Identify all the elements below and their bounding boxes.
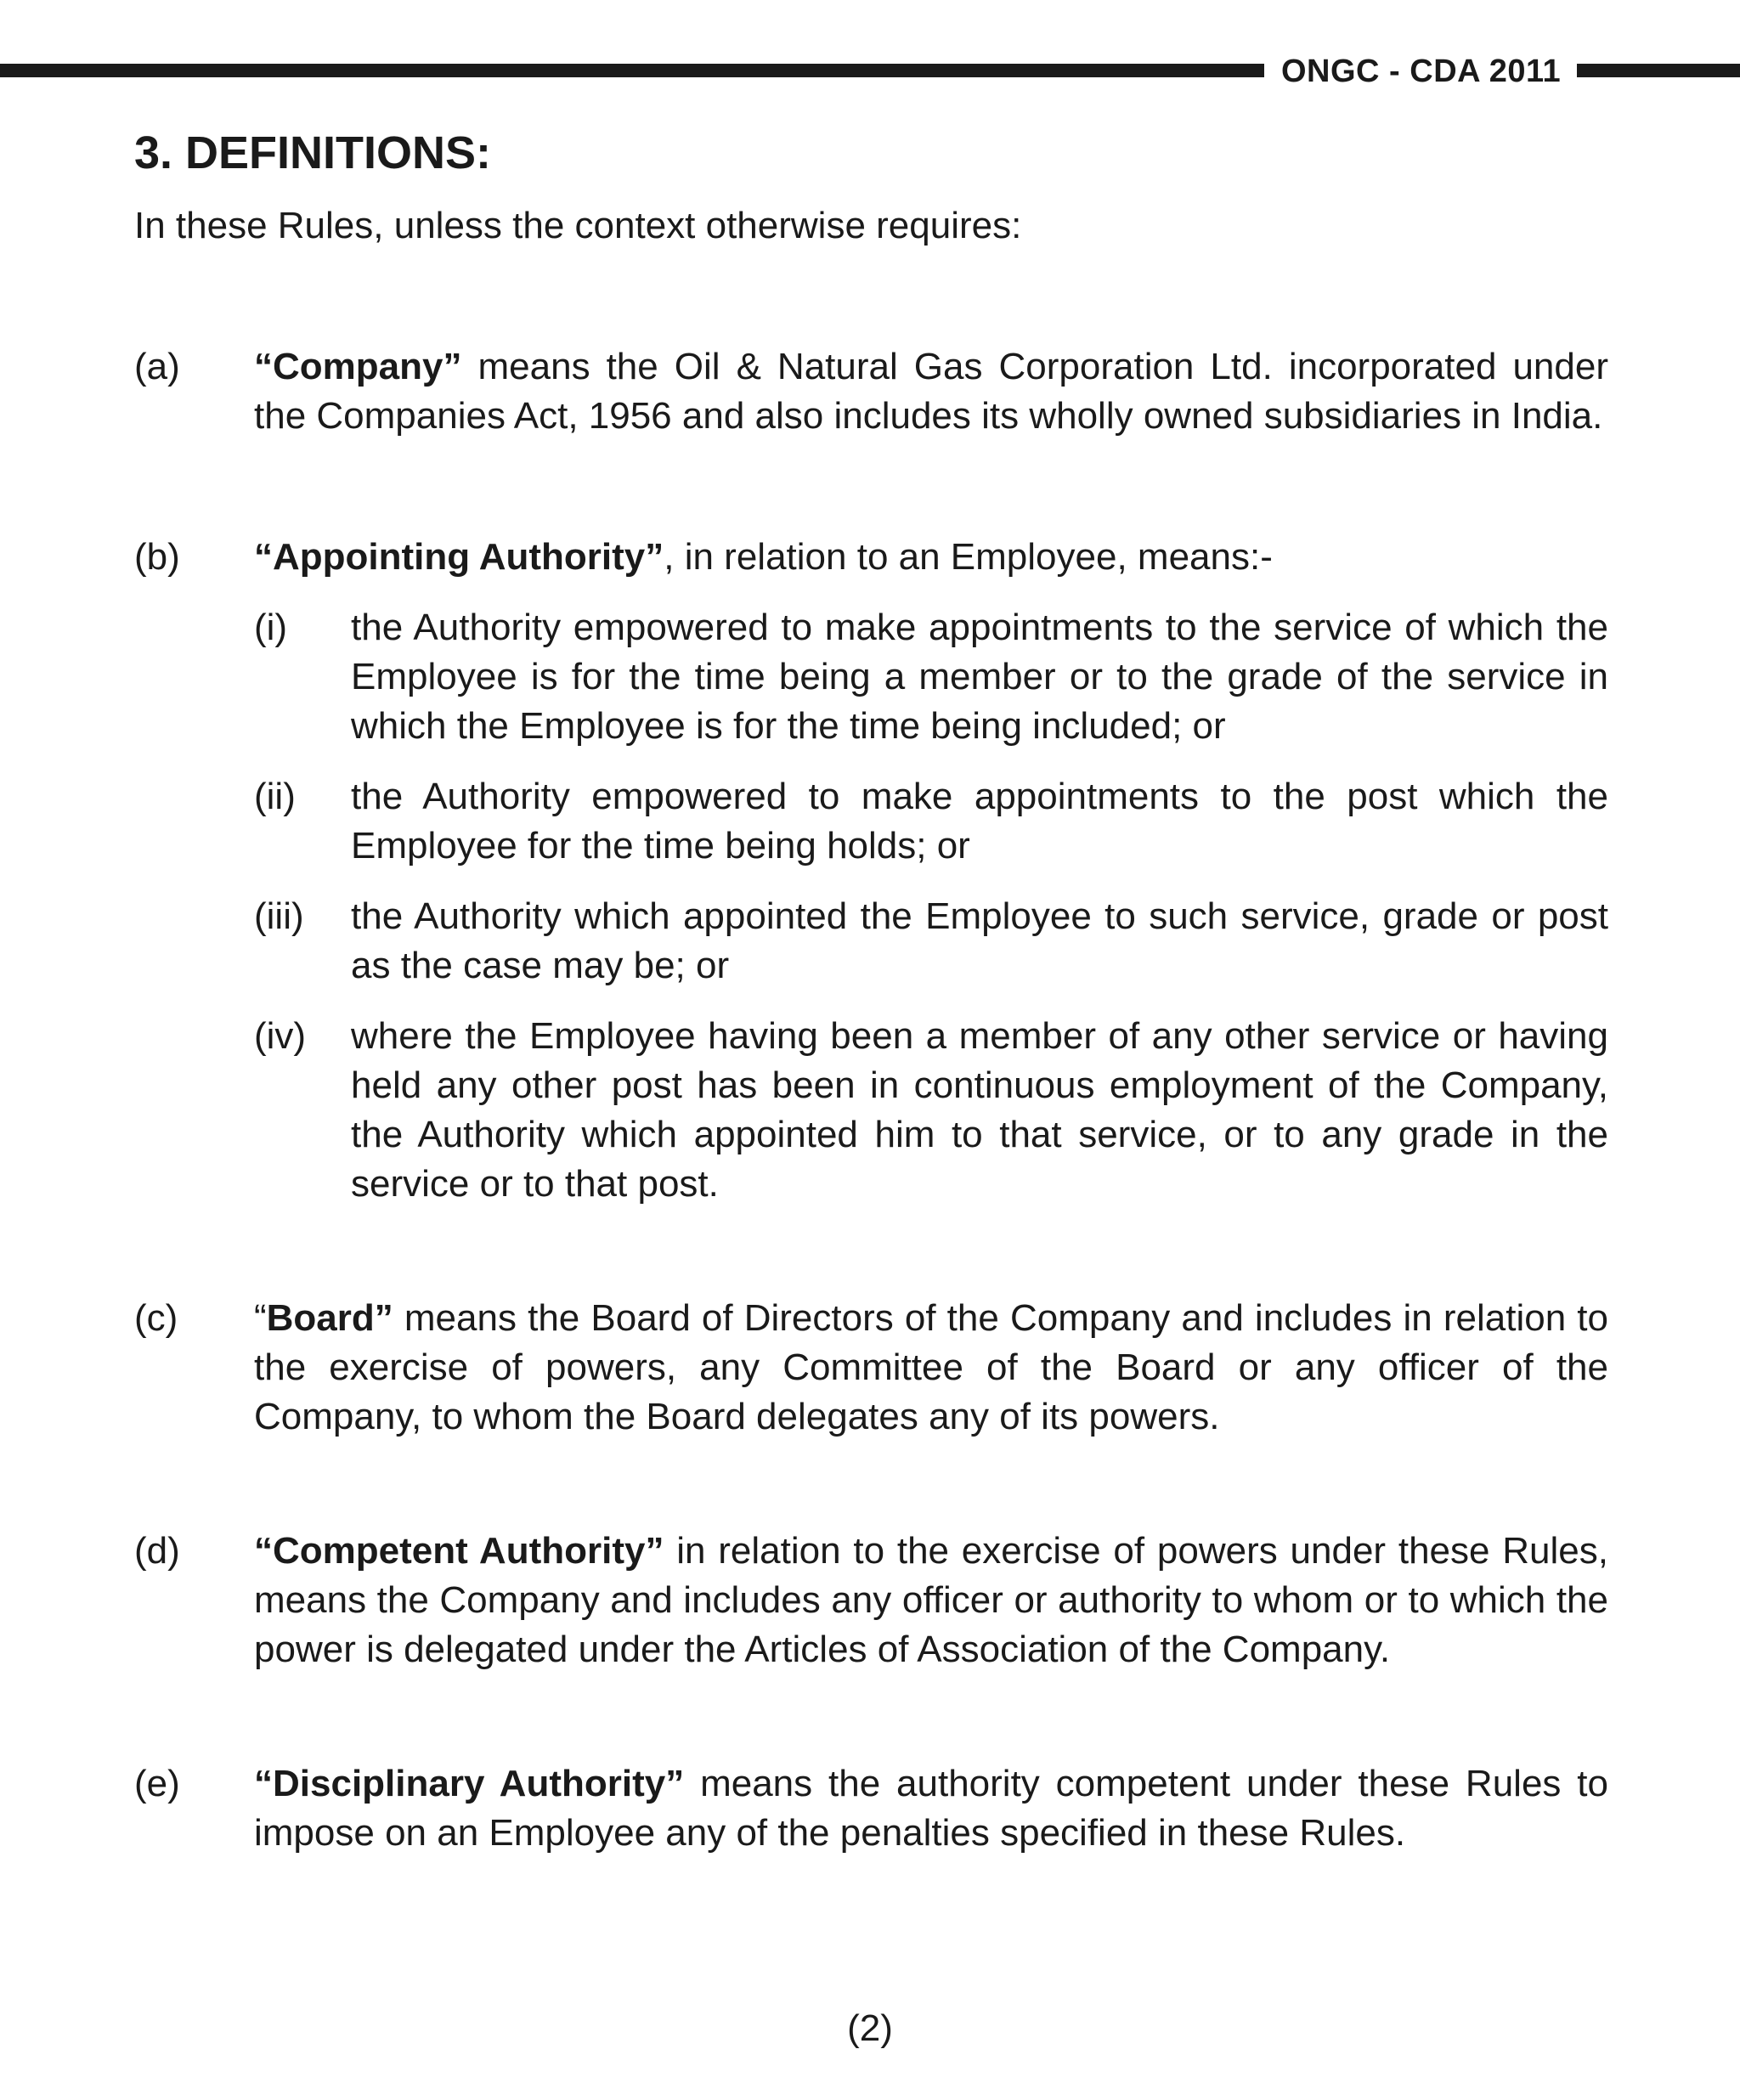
definition-text: , in relation to an Employee, means:- [664, 536, 1273, 578]
page-header [0, 53, 1740, 93]
header-rule-left [0, 64, 1264, 77]
definition-open-quote: “ [254, 1297, 267, 1339]
section-intro: In these Rules, unless the context otherwise requires: [134, 205, 1022, 246]
definition-term: “Disciplinary Authority” [254, 1763, 685, 1804]
definition-label: (a) [134, 346, 180, 387]
definition-term: Board” [266, 1297, 393, 1339]
definition-label: (e) [134, 1763, 180, 1804]
definition-appointing-authority [134, 533, 1608, 1209]
definition-term: “Competent Authority” [254, 1530, 664, 1572]
definition-board [134, 1294, 1608, 1442]
section-heading: 3. DEFINITIONS: [134, 127, 492, 178]
sub-item [254, 892, 1608, 991]
sub-item-text: the Authority empowered to make appointments to the service of which the Employee is for the time being a member or to the grade of the service in which the Employee is for the time being included; or [351, 607, 1608, 747]
header-rule-right [1577, 64, 1740, 77]
sub-item [254, 603, 1608, 751]
definition-label: (c) [134, 1297, 178, 1339]
definition-label: (d) [134, 1530, 180, 1572]
definition-disciplinary-authority [134, 1759, 1608, 1858]
definition-text: in relation to the exercise of powers under these Rules, means the Company and includes any officer or authority to whom or to which the power is delegated under the Articles of Association of the Company. [254, 1530, 1608, 1670]
definition-company [134, 342, 1608, 441]
sub-item [254, 1012, 1608, 1209]
definition-term: “Company” [254, 346, 462, 387]
definition-label: (b) [134, 536, 180, 578]
definition-text: means the Oil & Natural Gas Corporation Ltd. incorporated under the Companies Act, 1956 and also includes its wholly owned subsidiaries in India. [254, 346, 1608, 437]
sub-item-label: (iii) [254, 895, 304, 937]
sub-item-text: the Authority which appointed the Employee to such service, grade or post as the case may be; or [351, 895, 1608, 986]
definition-competent-authority [134, 1527, 1608, 1674]
header-label: ONGC - CDA 2011 [1281, 54, 1562, 89]
sub-item-label: (iv) [254, 1015, 307, 1057]
sub-item-label: (ii) [254, 776, 296, 817]
sub-item-text: where the Employee having been a member of any other service or having held any other post has been in continuous employment of the Company, the Authority which appointed him to that service, or to any grade in the service or to that post. [351, 1015, 1608, 1205]
definition-text: means the Board of Directors of the Company and includes in relation to the exercise of powers, any Committee of the Board or any officer of the Company, to whom the Board delegates any of its powers. [254, 1297, 1608, 1437]
definition-term: “Appointing Authority” [254, 536, 664, 578]
sub-item-text: the Authority empowered to make appointments to the post which the Employee for the time being holds; or [351, 776, 1608, 867]
sub-item [254, 772, 1608, 871]
page-number: (2) [847, 2007, 893, 2049]
definition-text: means the authority competent under these Rules to impose on an Employee any of the penalties specified in these Rules. [254, 1763, 1608, 1854]
definitions-section [134, 123, 1608, 1858]
sub-item-label: (i) [254, 607, 288, 648]
